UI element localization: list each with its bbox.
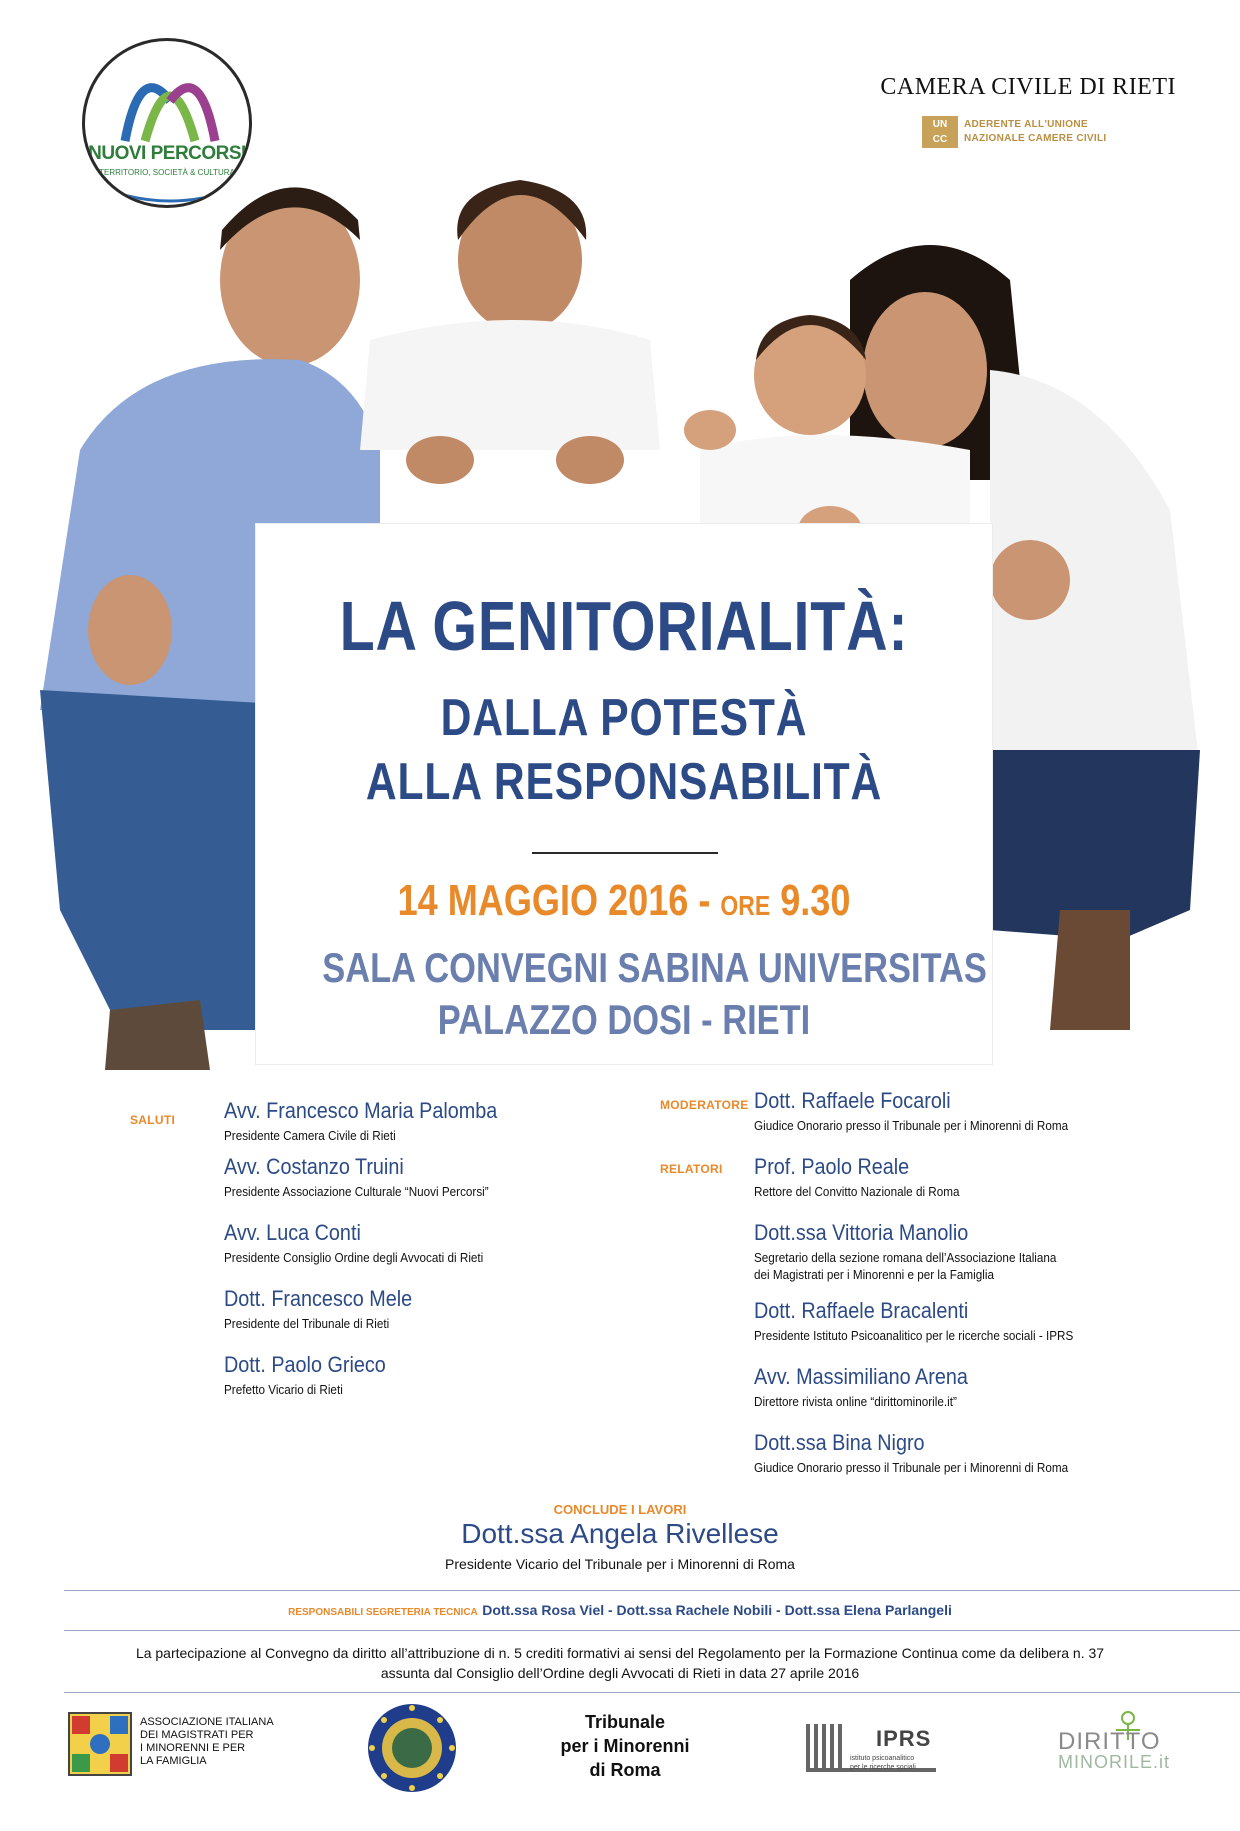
- tribunale-line1: Tribunale: [584, 1712, 665, 1732]
- aimmf-line2: DEI MAGISTRATI PER: [140, 1729, 254, 1741]
- iprs-name: IPRS: [876, 1726, 932, 1751]
- speaker-role: Segretario della sezione romana dell’Associazione Italiana: [754, 1250, 1057, 1265]
- speaker-role-cont: dei Magistrati per i Minorenni e per la Famiglia: [754, 1267, 994, 1282]
- event-date-time: [322, 876, 926, 926]
- tribunale-line2: per i Minorenni: [560, 1736, 690, 1756]
- camera-civile-title: CAMERA CIVILE DI RIETI: [880, 74, 1176, 100]
- aimmf-logo: [68, 1712, 132, 1776]
- speaker-item: [224, 1220, 512, 1266]
- conclude-label: CONCLUDE I LAVORI: [553, 1502, 687, 1517]
- event-title-line2: DALLA POTESTÀ: [440, 689, 808, 747]
- event-title-line1: LA GENITORIALITÀ:: [339, 587, 909, 665]
- aimmf-emblem-icon: [70, 1714, 130, 1774]
- speaker-role: Presidente del Tribunale di Rieti: [224, 1316, 390, 1331]
- uncc-line2: NAZIONALE CAMERE CIVILI: [964, 133, 1107, 144]
- minorile-word: MINORILE.it: [1058, 1752, 1171, 1772]
- uncc-logo: [922, 116, 958, 148]
- tribunale-minorenni-logo: [540, 1710, 710, 1782]
- segreteria-label: RESPONSABILI SEGRETERIA TECNICA: [288, 1607, 478, 1618]
- speaker-role: Presidente Associazione Culturale “Nuovi Percorsi”: [224, 1184, 489, 1199]
- tribunale-line3: di Roma: [589, 1760, 661, 1780]
- speaker-name: Dott.ssa Vittoria Manolio: [754, 1220, 969, 1245]
- speaker-item: [224, 1154, 518, 1200]
- daughter-figure: [360, 180, 660, 484]
- uncc-abbr-top: UN: [932, 119, 948, 130]
- aimmf-caption: [140, 1716, 274, 1768]
- speaker-role: Presidente Camera Civile di Rieti: [224, 1128, 396, 1143]
- venue-line1: SALA CONVEGNI SABINA UNIVERSITAS: [322, 944, 987, 991]
- speaker-name: Dott. Francesco Mele: [224, 1286, 413, 1311]
- speaker-name: Prof. Paolo Reale: [754, 1154, 910, 1179]
- event-sign: [256, 524, 992, 1064]
- event-time: 9.30: [780, 876, 851, 925]
- relatori-label: RELATORI: [660, 1162, 723, 1176]
- moderator-item: [754, 1088, 1103, 1134]
- credits-line1: La partecipazione al Convegno da diritto all’attribuzione di n. 5 crediti formativi ai sensi del Regolamento per la Formazione Continua come da delibera n. 37: [135, 1645, 1105, 1661]
- speaker-role: Rettore del Convitto Nazionale di Roma: [754, 1184, 960, 1199]
- iprs-sub-line2: per le ricerche sociali: [850, 1764, 916, 1771]
- credits-note: [0, 1643, 1240, 1683]
- speaker-item: [224, 1286, 433, 1332]
- moderator-role: Giudice Onorario presso il Tribunale per i Minorenni di Roma: [754, 1118, 1069, 1133]
- speaker-item: [754, 1430, 1103, 1476]
- venue-line2: PALAZZO DOSI - RIETI: [437, 996, 811, 1043]
- speaker-item: [754, 1154, 982, 1200]
- speaker-name: Avv. Francesco Maria Palomba: [224, 1098, 498, 1123]
- speaker-item: [224, 1352, 404, 1398]
- aimmf-line3: I MINORENNI E PER: [140, 1742, 246, 1754]
- uncc-line1: ADERENTE ALL'UNIONE: [964, 119, 1088, 130]
- aimmf-line1: ASSOCIAZIONE ITALIANA: [140, 1716, 274, 1728]
- segreteria-names: Dott.ssa Rosa Viel - Dott.ssa Rachele Nobili - Dott.ssa Elena Parlangeli: [482, 1602, 952, 1618]
- speaker-name: Avv. Massimiliano Arena: [754, 1364, 968, 1389]
- speaker-item: [754, 1220, 1090, 1283]
- divider: [64, 1630, 1240, 1631]
- speaker-name: Dott. Raffaele Bracalenti: [754, 1298, 969, 1323]
- speaker-role: Giudice Onorario presso il Tribunale per i Minorenni di Roma: [754, 1460, 1069, 1475]
- uncc-abbr-bottom: CC: [932, 134, 948, 145]
- speaker-item: [754, 1364, 992, 1410]
- event-title-line3: ALLA RESPONSABILITÀ: [365, 753, 883, 811]
- speaker-role: Direttore rivista online “dirittominorile.it”: [754, 1394, 957, 1409]
- ore-label: ORE: [720, 890, 771, 921]
- diritto-word: DIRITTO: [1058, 1728, 1161, 1755]
- speaker-name: Dott. Paolo Grieco: [224, 1352, 386, 1377]
- logo-subtitle: TERRITORIO, SOCIETÀ & CULTURA: [99, 168, 235, 177]
- speaker-role: Prefetto Vicario di Rieti: [224, 1382, 343, 1397]
- iprs-subtitle: [850, 1754, 916, 1772]
- event-date: 14 MAGGIO 2016 -: [397, 876, 711, 925]
- saluti-label: SALUTI: [130, 1113, 176, 1127]
- moderatore-label: MODERATORE: [660, 1098, 749, 1112]
- aimmf-line4: LA FAMIGLIA: [140, 1755, 207, 1767]
- speaker-name: Dott.ssa Bina Nigro: [754, 1430, 925, 1455]
- segreteria-line: [0, 1602, 1240, 1620]
- divider: [64, 1692, 1240, 1693]
- speaker-name: Avv. Costanzo Truini: [224, 1154, 404, 1179]
- credits-line2: assunta dal Consiglio dell’Ordine degli Avvocati di Rieti in data 27 aprile 2016: [380, 1665, 860, 1681]
- speaker-item: [754, 1298, 1109, 1344]
- speaker-item: [224, 1098, 528, 1144]
- speaker-name: Avv. Luca Conti: [224, 1220, 361, 1245]
- iprs-sub-line1: istituto psicoanalitico: [850, 1755, 915, 1762]
- title-divider: [532, 852, 718, 854]
- conclude-role: Presidente Vicario del Tribunale per i Minorenni di Roma: [445, 1556, 795, 1572]
- convitto-nazionale-seal-icon: [366, 1702, 458, 1794]
- logo-title: NUOVI PERCORSI: [88, 143, 246, 164]
- speaker-role: Presidente Consiglio Ordine degli Avvocati di Rieti: [224, 1250, 484, 1265]
- conclude-name: Dott.ssa Angela Rivellese: [461, 1518, 779, 1549]
- moderator-name: Dott. Raffaele Focaroli: [754, 1088, 951, 1113]
- uncc-caption: [964, 118, 1106, 146]
- speaker-role: Presidente Istituto Psicoanalitico per le ricerche sociali - IPRS: [754, 1328, 1074, 1343]
- divider: [64, 1590, 1240, 1591]
